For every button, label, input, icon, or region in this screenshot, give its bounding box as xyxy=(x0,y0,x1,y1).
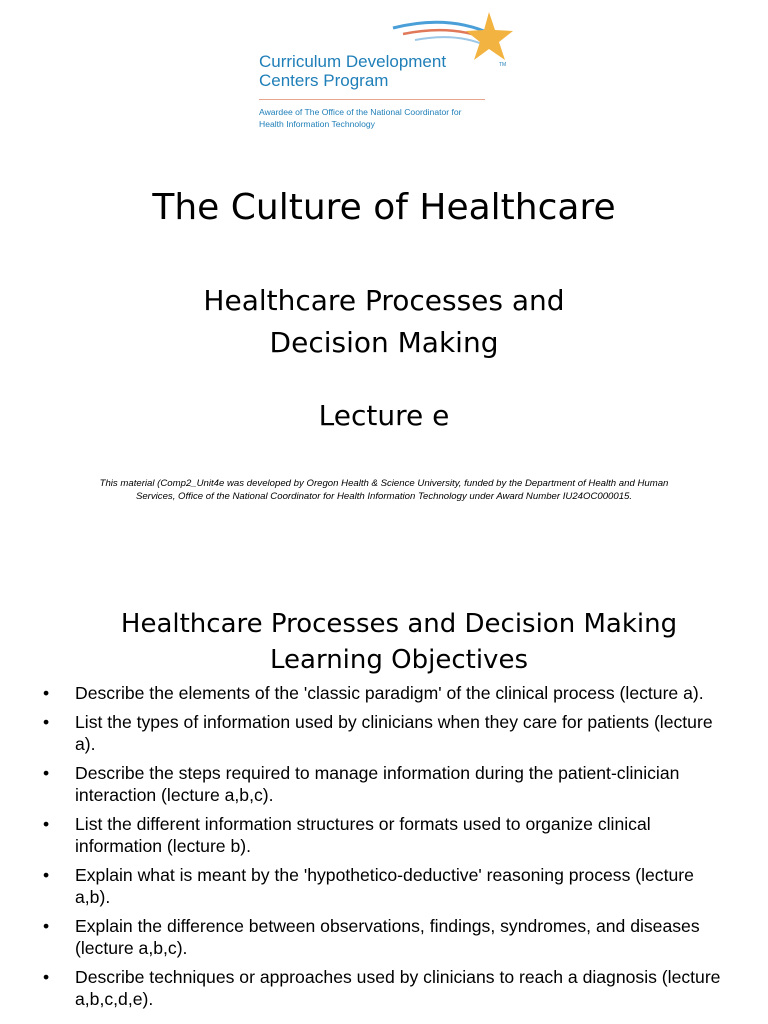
slide-subtitle xyxy=(0,280,768,364)
list-item-text: List the types of information used by clinicians when they care for patients (lecture a). xyxy=(75,711,713,754)
bullet: • xyxy=(43,966,50,987)
list-item xyxy=(0,711,768,756)
logo-divider xyxy=(259,99,485,100)
list-item xyxy=(0,915,768,960)
list-item xyxy=(0,813,768,858)
objectives-list xyxy=(0,682,768,1017)
funding-disclaimer: This material (Comp2_Unit4e was developed by Oregon Health & Science University, funded by the Department of Health and Human Services, Office of the National Coordinator for Health Information Technology under Award Number IU24OC000015. xyxy=(99,478,669,502)
logo-line1: Curriculum Development xyxy=(259,52,447,71)
bullet: • xyxy=(43,762,50,783)
list-item-text: Explain the difference between observations, findings, syndromes, and diseases (lecture a,b,c). xyxy=(75,915,700,958)
list-item-text: Describe techniques or approaches used by clinicians to reach a diagnosis (lecture a,b,c,d,e). xyxy=(75,966,721,1009)
logo-trademark: TM xyxy=(499,62,507,68)
list-item-text: Explain what is meant by the 'hypothetico-deductive' reasoning process (lecture a,b). xyxy=(75,864,694,907)
subtitle-line2: Decision Making xyxy=(269,326,499,359)
lecture-label: Lecture e xyxy=(318,399,450,432)
objectives-slide xyxy=(0,600,768,1024)
logo-line2: Centers Program xyxy=(259,71,389,90)
list-item xyxy=(0,682,768,705)
list-item xyxy=(0,966,768,1011)
list-item-text: List the different information structures or formats used to organize clinical information (lecture b). xyxy=(75,813,651,856)
list-item xyxy=(0,762,768,807)
subtitle-line1: Healthcare Processes and xyxy=(203,284,565,317)
objectives-title xyxy=(30,606,768,678)
list-item xyxy=(0,864,768,909)
bullet: • xyxy=(43,711,50,732)
bullet: • xyxy=(43,813,50,834)
list-item-text: Describe the steps required to manage information during the patient-clinician interaction (lecture a,b,c). xyxy=(75,762,680,805)
bullet: • xyxy=(43,915,50,936)
objectives-title-line1: Healthcare Processes and Decision Making xyxy=(120,609,678,639)
cdc-program-logo xyxy=(243,0,526,150)
logo-award-line1: Awardee of The Office of the National Coordinator for xyxy=(259,107,462,117)
bullet: • xyxy=(43,683,50,703)
objectives-title-line2: Learning Objectives xyxy=(270,645,528,675)
bullet: • xyxy=(43,864,50,885)
logo-award-line2: Health Information Technology xyxy=(259,119,375,129)
slide-title: The Culture of Healthcare xyxy=(152,187,616,228)
list-item-text: Describe the elements of the 'classic paradigm' of the clinical process (lecture a). xyxy=(75,683,704,703)
